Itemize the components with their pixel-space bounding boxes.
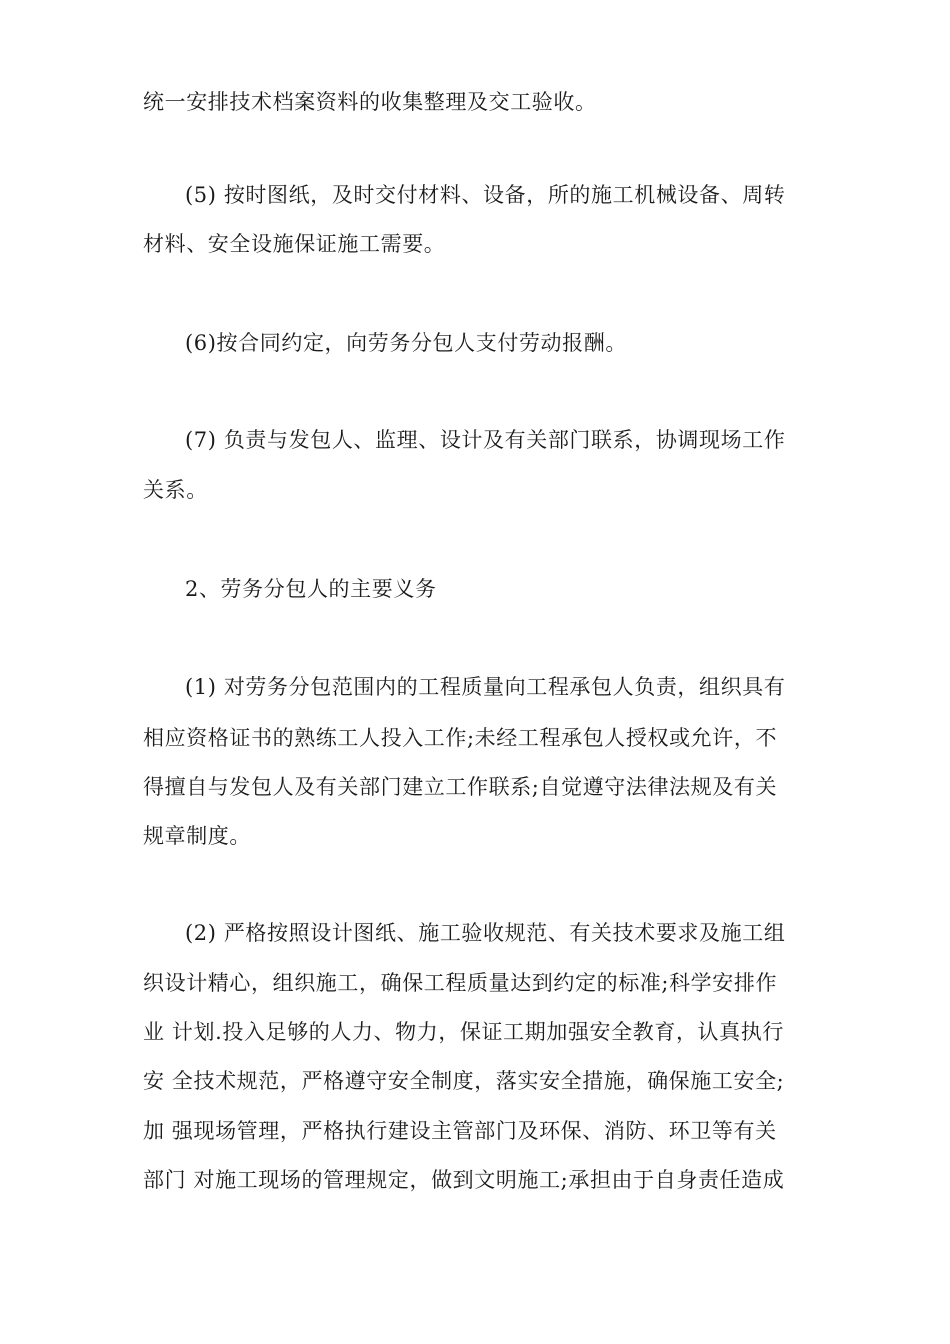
- item-2-line-4: 安 全技术规范，严格遵守安全制度，落实安全措施，确保施工安全;: [143, 1069, 785, 1093]
- item-2-line-5: 加 强现场管理，严格执行建设主管部门及环保、消防、环卫等有关: [143, 1119, 777, 1143]
- item-1-line-3: 得擅自与发包人及有关部门建立工作联系;自觉遵守法律法规及有关: [143, 775, 778, 799]
- item-2-line-2: 织设计精心，组织施工，确保工程质量达到约定的标准;科学安排作: [143, 971, 778, 995]
- item-5-line-1: (5) 按时图纸，及时交付材料、设备，所的施工机械设备、周转: [185, 183, 786, 207]
- item-2-line-3: 业 计划.投入足够的人力、物力，保证工期加强安全教育，认真执行: [143, 1020, 784, 1044]
- item-2-line-6: 部门 对施工现场的管理规定，做到文明施工;承担由于自身责任造成: [143, 1168, 785, 1192]
- section-heading: 2、劳务分包人的主要义务: [185, 577, 437, 601]
- item-1-line-1: (1) 对劳务分包范围内的工程质量向工程承包人负责，组织具有: [185, 675, 786, 699]
- item-1-line-2: 相应资格证书的熟练工人投入工作;未经工程承包人授权或允许，不: [143, 726, 778, 750]
- item-7-line-1: (7) 负责与发包人、监理、设计及有关部门联系，协调现场工作: [185, 428, 786, 452]
- item-2-line-1: (2) 严格按照设计图纸、施工验收规范、有关技术要求及施工组: [185, 921, 786, 945]
- item-6-line: (6)按合同约定，向劳务分包人支付劳动报酬。: [185, 331, 627, 355]
- item-1-line-4: 规章制度。: [143, 824, 251, 848]
- text-line: 统一安排技术档案资料的收集整理及交工验收。: [143, 90, 597, 114]
- item-7-line-2: 关系。: [143, 478, 208, 502]
- item-5-line-2: 材料、安全设施保证施工需要。: [143, 232, 446, 256]
